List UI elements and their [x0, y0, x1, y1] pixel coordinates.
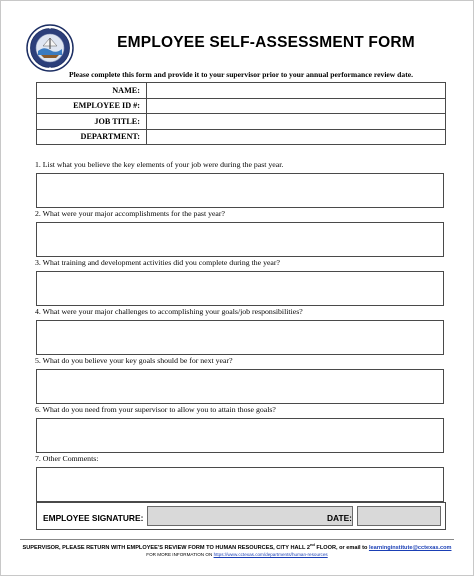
question-2-label: 2. What were your major accomplishments for the past year? [35, 209, 225, 218]
question-7 [34, 454, 444, 502]
info-row-job-title [37, 114, 446, 130]
employee-id-label: EMPLOYEE ID #: [37, 98, 147, 114]
footer-return-text-2: FLOOR, or email to [314, 544, 369, 551]
question-5 [34, 356, 444, 404]
question-1-label: 1. List what you believe the key elements of your job were during the past year. [35, 160, 284, 169]
question-1-answer-box[interactable] [36, 173, 444, 208]
footer-floor-suffix: nd [309, 542, 315, 547]
footer-more-info-text: FOR MORE INFORMATION ON [146, 552, 214, 557]
question-7-answer-box[interactable] [36, 467, 444, 502]
question-6 [34, 405, 444, 453]
question-6-answer-box[interactable] [36, 418, 444, 453]
footer-return-text: SUPERVISOR, PLEASE RETURN WITH EMPLOYEE'S REVIEW FORM TO HUMAN RESOURCES, CITY HALL 2 [22, 544, 310, 551]
city-seal-logo [26, 24, 74, 72]
job-title-label: JOB TITLE: [37, 114, 147, 130]
name-label: NAME: [37, 83, 147, 99]
info-row-name [37, 83, 446, 99]
date-field[interactable] [357, 506, 441, 526]
question-4-answer-box[interactable] [36, 320, 444, 355]
footer-email-link[interactable]: learninginstitute@cctexas.com [368, 544, 452, 551]
question-5-answer-box[interactable] [36, 369, 444, 404]
question-5-label: 5. What do you believe your key goals should be for next year? [35, 356, 233, 365]
question-2-answer-box[interactable] [36, 222, 444, 257]
footer-divider [20, 539, 454, 540]
question-3-answer-box[interactable] [36, 271, 444, 306]
date-label: DATE: [327, 513, 352, 523]
question-1 [34, 160, 444, 208]
question-3 [34, 258, 444, 306]
form-title: EMPLOYEE SELF-ASSESSMENT FORM [117, 34, 415, 51]
name-field[interactable] [147, 83, 446, 99]
signature-row [36, 502, 446, 530]
form-instruction: Please complete this form and provide it to your supervisor prior to your annual performance review date. [68, 70, 413, 79]
footer-more-info-link[interactable]: https://www.cctexas.com/departments/human-resources [213, 552, 328, 557]
department-field[interactable] [147, 129, 446, 145]
question-2 [34, 209, 444, 257]
question-4-label: 4. What were your major challenges to accomplishing your goals/job responsibilities? [35, 307, 303, 316]
department-label: DEPARTMENT: [37, 129, 147, 145]
employee-info-table [36, 82, 446, 145]
employee-id-field[interactable] [147, 98, 446, 114]
question-7-label: 7. Other Comments: [35, 454, 99, 463]
info-row-department [37, 129, 446, 145]
footer-return-instructions [20, 542, 454, 551]
employee-signature-label: EMPLOYEE SIGNATURE: [43, 513, 144, 523]
employee-signature-field[interactable] [147, 506, 353, 526]
job-title-field[interactable] [147, 114, 446, 130]
footer-more-info [20, 552, 454, 557]
question-6-label: 6. What do you need from your supervisor to allow you to attain those goals? [35, 405, 276, 414]
info-row-employee-id [37, 98, 446, 114]
question-4 [34, 307, 444, 355]
question-3-label: 3. What training and development activities did you complete during the year? [35, 258, 280, 267]
